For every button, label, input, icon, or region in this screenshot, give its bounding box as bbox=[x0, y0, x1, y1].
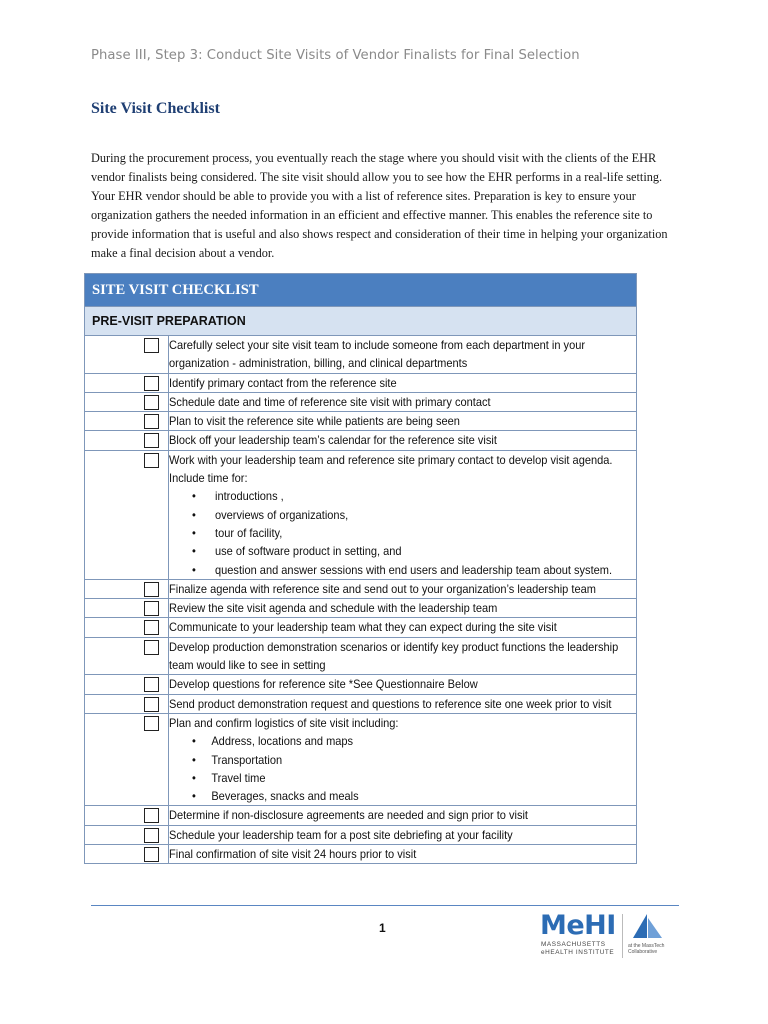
page-title: Site Visit Checklist bbox=[91, 100, 220, 117]
logistics-sub-list bbox=[169, 732, 625, 805]
mehi-logo bbox=[540, 912, 680, 960]
table-row bbox=[85, 450, 637, 579]
checkbox[interactable] bbox=[144, 395, 159, 410]
checkbox[interactable] bbox=[144, 582, 159, 597]
list-item: • Address, locations and maps bbox=[169, 732, 625, 750]
table-row bbox=[85, 713, 637, 805]
footer-divider bbox=[91, 905, 679, 906]
checklist-item-text: Schedule your leadership team for a post site debriefing at your facility bbox=[169, 827, 513, 842]
table-row bbox=[85, 599, 637, 618]
site-visit-checklist-table bbox=[84, 273, 637, 864]
checkbox[interactable] bbox=[144, 677, 159, 692]
checklist-item-text: Develop questions for reference site *See Questionnaire Below bbox=[169, 677, 478, 692]
table-row bbox=[85, 579, 637, 598]
checkbox[interactable] bbox=[144, 697, 159, 712]
checkbox[interactable] bbox=[144, 847, 159, 862]
running-header: Phase III, Step 3: Conduct Site Visits of Vendor Finalists for Final Selection bbox=[91, 48, 580, 63]
masstech-sail-icon bbox=[629, 912, 665, 940]
list-item: • overviews of organizations, bbox=[169, 506, 625, 524]
logo-divider bbox=[622, 914, 623, 958]
logo-wordmark: MeHI bbox=[540, 910, 616, 941]
table-header: SITE VISIT CHECKLIST bbox=[85, 274, 637, 307]
checklist-item-text: Carefully select your site visit team to include someone from each department in your organization - administration, billing, and clinical departments bbox=[169, 338, 586, 371]
table-row bbox=[85, 637, 637, 675]
list-item: • Transportation bbox=[169, 751, 625, 769]
table-row bbox=[85, 618, 637, 637]
checklist-item-text: Schedule date and time of reference site visit with primary contact bbox=[169, 394, 491, 409]
table-row bbox=[85, 694, 637, 713]
list-item: • question and answer sessions with end users and leadership team about system. bbox=[169, 561, 625, 579]
table-header-row bbox=[85, 274, 637, 307]
checkbox[interactable] bbox=[144, 828, 159, 843]
logo-tagline: at the MassTech Collaborative bbox=[628, 943, 665, 955]
list-item: • introductions , bbox=[169, 487, 625, 505]
checklist-item-text: Review the site visit agenda and schedule with the leadership team bbox=[169, 601, 498, 616]
list-item: • Beverages, snacks and meals bbox=[169, 787, 625, 805]
table-row bbox=[85, 373, 637, 392]
checkbox[interactable] bbox=[144, 414, 159, 429]
checklist-item-text: Block off your leadership team’s calendar for the reference site visit bbox=[169, 433, 497, 448]
checklist-item-text: Develop production demonstration scenarios or identify key product functions the leadership team would like to see in setting bbox=[169, 639, 619, 673]
logo-line-1: MASSACHUSETTS bbox=[541, 941, 606, 948]
table-row bbox=[85, 431, 637, 450]
section-header: PRE-VISIT PREPARATION bbox=[85, 307, 637, 336]
checkbox[interactable] bbox=[144, 338, 159, 353]
table-row bbox=[85, 806, 637, 825]
section-header-row bbox=[85, 307, 637, 336]
checklist-item-text: Plan to visit the reference site while patients are being seen bbox=[169, 414, 460, 429]
page-number: 1 bbox=[379, 921, 386, 935]
table-row bbox=[85, 412, 637, 431]
checklist-item-text: Determine if non-disclosure agreements are needed and sign prior to visit bbox=[169, 808, 529, 823]
table-row bbox=[85, 336, 637, 374]
table-row bbox=[85, 825, 637, 844]
checkbox[interactable] bbox=[144, 808, 159, 823]
checklist-item-text: Send product demonstration request and questions to reference site one week prior to visit bbox=[169, 696, 612, 711]
list-item: • Travel time bbox=[169, 769, 625, 787]
checkbox[interactable] bbox=[144, 716, 159, 731]
intro-paragraph: During the procurement process, you eventually reach the stage where you should visit with the clients of the EHR vendor finalists being considered. The site visit should allow you to see how the EHR performs in a real-life setting. Your EHR vendor should be able to provide you with a list of reference sites. Preparation is key to ensure your organization gathers the needed information in an efficient and effective manner. This enables the reference site to provide information that is useful and also shows respect and consideration of their time in helping your organization make a final decision about a vendor. bbox=[91, 151, 668, 260]
checkbox[interactable] bbox=[144, 620, 159, 635]
checkbox[interactable] bbox=[144, 640, 159, 655]
checkbox[interactable] bbox=[144, 601, 159, 616]
checklist-item-text: Final confirmation of site visit 24 hours prior to visit bbox=[169, 847, 417, 862]
checklist-item-text: Plan and confirm logistics of site visit including: bbox=[169, 715, 399, 730]
checkbox[interactable] bbox=[144, 376, 159, 391]
table-row bbox=[85, 845, 637, 864]
table-row bbox=[85, 675, 637, 694]
list-item: • tour of facility, bbox=[169, 524, 625, 542]
logo-line-2: eHEALTH INSTITUTE bbox=[541, 949, 615, 956]
list-item: • use of software product in setting, and bbox=[169, 542, 625, 560]
checkbox[interactable] bbox=[144, 453, 159, 468]
agenda-sub-list bbox=[169, 487, 625, 578]
checklist-item-text: Communicate to your leadership team what they can expect during the site visit bbox=[169, 620, 557, 635]
checkbox[interactable] bbox=[144, 433, 159, 448]
checklist-item-text: Work with your leadership team and reference site primary contact to develop visit agenda. Include time for: bbox=[169, 452, 613, 486]
table-row bbox=[85, 392, 637, 411]
checklist-item-text: Identify primary contact from the reference site bbox=[169, 375, 397, 390]
checklist-item-text: Finalize agenda with reference site and send out to your organization’s leadership team bbox=[169, 581, 596, 596]
